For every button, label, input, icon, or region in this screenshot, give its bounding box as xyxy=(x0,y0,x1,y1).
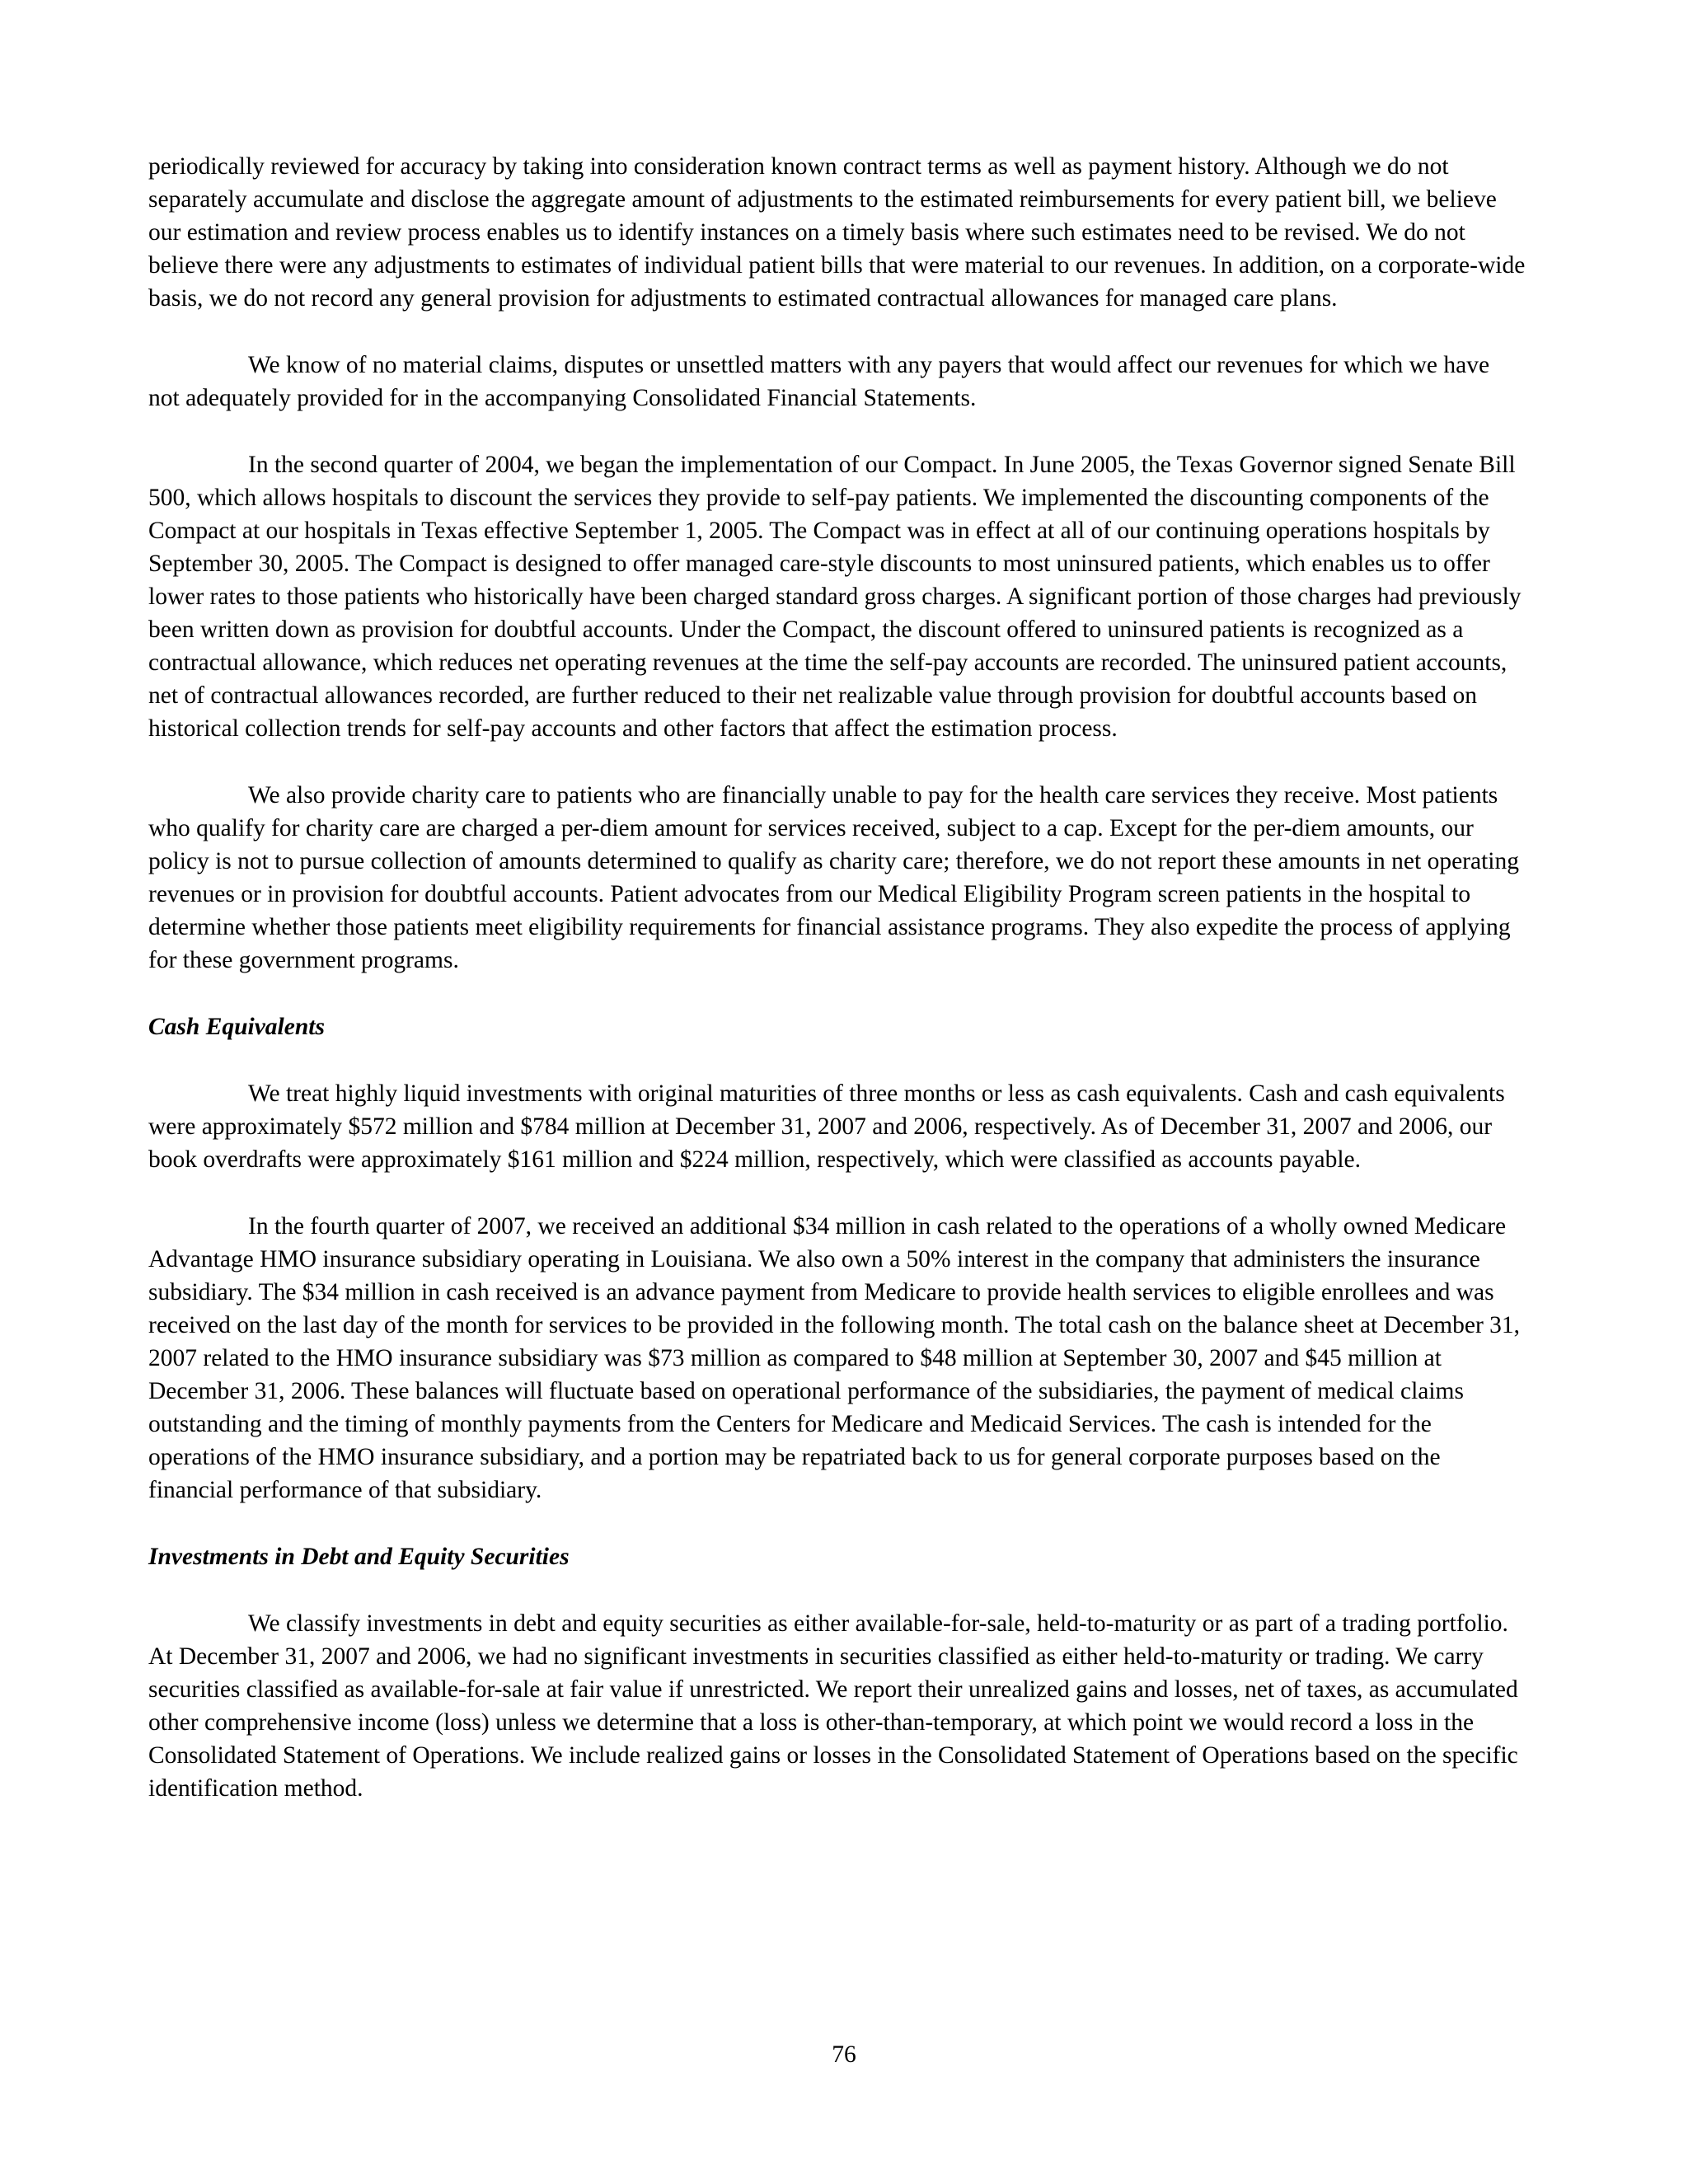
paragraph-no-material-claims: We know of no material claims, disputes or unsettled matters with any payers that would affect our revenues for which we have not adequately provided for in the accompanying Consolidated Financial Statements. xyxy=(148,352,1490,411)
document-page xyxy=(148,150,1526,1839)
page-number: 76 xyxy=(832,2041,856,2068)
paragraph-charity-care: We also provide charity care to patients who are financially unable to pay for the health care services they receive. Most patients who qualify for charity care are charged a per-diem amount for services received, subject to a cap. Except for the per-diem amounts, our policy is not to pursue collection of amounts determined to qualify as charity care; therefore, we do not report these amounts in net operating revenues or in provision for doubtful accounts. Patient advocates from our Medical Eligibility Program screen patients in the hospital to determine whether those patients meet eligibility requirements for financial assistance programs. They also expedite the process of applying for these government programs. xyxy=(148,782,1519,973)
paragraph-hmo-subsidiary-cash: In the fourth quarter of 2007, we received an additional $34 million in cash related to the operations of a wholly owned Medicare Advantage HMO insurance subsidiary operating in Louisiana. We also own a 50% interest in the company that administers the insurance subsidiary. The $34 million in cash received is an advance payment from Medicare to provide health services to eligible enrollees and was received on the last day of the month for services to be provided in the following month. The total cash on the balance sheet at December 31, 2007 related to the HMO insurance subsidiary was $73 million as compared to $48 million at September 30, 2007 and $45 million at December 31, 2006. These balances will fluctuate based on operational performance of the subsidiaries, the payment of medical claims outstanding and the timing of monthly payments from the Centers for Medicare and Medicaid Services. The cash is intended for the operations of the HMO insurance subsidiary, and a portion may be repatriated back to us for general corporate purposes based on the financial performance of that subsidiary. xyxy=(148,1213,1521,1503)
paragraph-compact-implementation: In the second quarter of 2004, we began the implementation of our Compact. In June 2005, the Texas Governor signed Senate Bill 500, which allows hospitals to discount the services they provide to self-pay patients. We implemented the discounting components of the Compact at our hospitals in Texas effective September 1, 2005. The Compact was in effect at all of our continuing operations hospitals by September 30, 2005. The Compact is designed to offer managed care-style discounts to most uninsured patients, which enables us to offer lower rates to those patients who historically have been charged standard gross charges. A significant portion of those charges had previously been written down as provision for doubtful accounts. Under the Compact, the discount offered to uninsured patients is recognized as a contractual allowance, which reduces net operating revenues at the time the self-pay accounts are recorded. The uninsured patient accounts, net of contractual allowances recorded, are further reduced to their net realizable value through provision for doubtful accounts based on historical collection trends for self-pay accounts and other factors that affect the estimation process. xyxy=(148,452,1522,742)
paragraph-cash-equivalents-definition: We treat highly liquid investments with original maturities of three months or less as cash equivalents. Cash and cash equivalents were approximately $572 million and $784 million at December 31, 2007 and 2006, respectively. As of December 31, 2007 and 2006, our book overdrafts were approximately $161 million and $224 million, respectively, which were classified as accounts payable. xyxy=(148,1080,1505,1173)
heading-cash-equivalents: Cash Equivalents xyxy=(148,1014,325,1040)
paragraph-investments-classification: We classify investments in debt and equity securities as either available-for-sale, held-to-maturity or as part of a trading portfolio. At December 31, 2007 and 2006, we had no significant investments in securities classified as either held-to-maturity or trading. We carry securities classified as available-for-sale at fair value if unrestricted. We report their unrealized gains and losses, net of taxes, as accumulated other comprehensive income (loss) unless we determine that a loss is other-than-temporary, at which point we would record a loss in the Consolidated Statement of Operations. We include realized gains or losses in the Consolidated Statement of Operations based on the specific identification method. xyxy=(148,1610,1518,1802)
paragraph-continued-reimbursement-review: periodically reviewed for accuracy by taking into consideration known contract terms as well as payment history. Although we do not separately accumulate and disclose the aggregate amount of adjustments to the estimated reimbursements for every patient bill, we believe our estimation and review process enables us to identify instances on a timely basis where such estimates need to be revised. We do not believe there were any adjustments to estimates of individual patient bills that were material to our revenues. In addition, on a corporate-wide basis, we do not record any general provision for adjustments to estimated contractual allowances for managed care plans. xyxy=(148,153,1526,312)
heading-investments-debt-equity: Investments in Debt and Equity Securities xyxy=(148,1544,570,1570)
